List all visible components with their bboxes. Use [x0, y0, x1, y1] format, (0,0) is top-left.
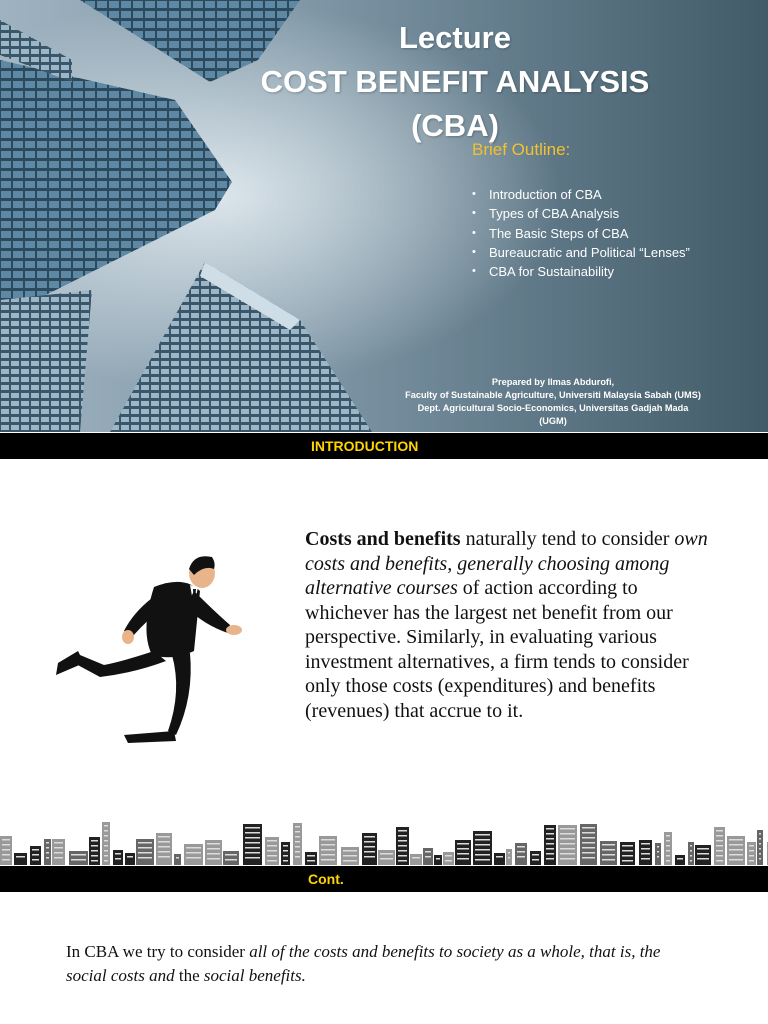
- outline-item: • The Basic Steps of CBA: [472, 225, 629, 241]
- outline-item: • Introduction of CBA: [472, 187, 602, 202]
- introduction-bar: [0, 433, 768, 459]
- title-line-3: (CBA): [411, 108, 499, 143]
- outline-item: • CBA for Sustainability: [472, 264, 615, 280]
- cont-slide: [0, 892, 768, 1024]
- slide-title: [250, 16, 660, 148]
- outline-item: • Bureaucratic and Political “Lenses”: [472, 244, 690, 260]
- title-slide: [0, 0, 768, 432]
- title-line-1: Lecture: [399, 20, 511, 55]
- outline-list: [472, 185, 690, 281]
- cont-title: Cont.: [308, 871, 344, 887]
- outline-heading: Brief Outline:: [472, 140, 571, 159]
- introduction-title: INTRODUCTION: [311, 438, 419, 454]
- cont-paragraph: In CBA we try to consider all of the costs and benefits to society as a whole, that is, the social costs and the social benefits.: [66, 942, 661, 985]
- introduction-slide: [0, 459, 768, 865]
- cont-bar: [0, 866, 768, 892]
- running-businessman-icon: [44, 551, 254, 751]
- title-line-2: COST BENEFIT ANALYSIS: [260, 64, 650, 99]
- introduction-paragraph: Costs and benefits naturally tend to consider own costs and benefits, generally choosing among alternative courses of action according to whichever has the largest net benefit from our perspective. Similarly, in evaluating various investment alternatives, a firm tends to consider only those costs (expenditures) and benefits (revenues) that accrue to it.: [305, 528, 708, 722]
- city-skyline-icon: [0, 815, 768, 865]
- outline-item: • Types of CBA Analysis: [472, 206, 620, 222]
- prepared-by: Prepared by Ilmas Abdurofi, Faculty of Sustainable Agriculture, Universiti Malaysia Sabah (UMS) Dept. Agricultural Socio-Economics, Universitas Gadjah Mada (UGM): [405, 377, 701, 426]
